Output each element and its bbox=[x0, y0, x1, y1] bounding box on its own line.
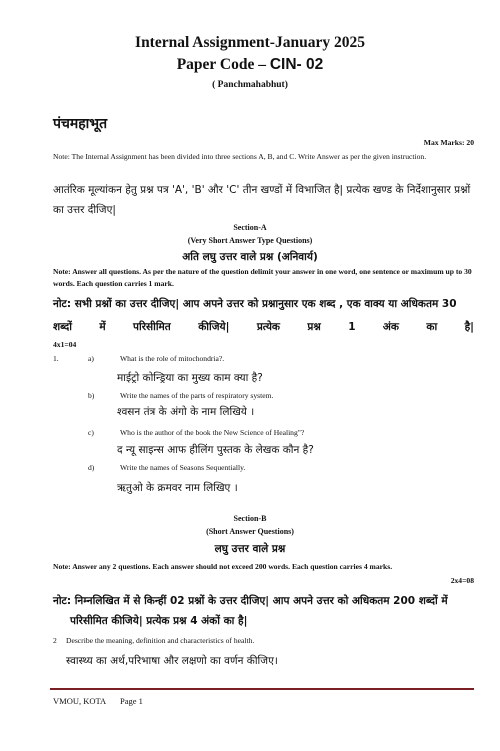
question-1a-hi: माईट्रो कोन्ड्रिया का मुख्य काम क्या है? bbox=[117, 372, 263, 384]
section-a-type-hi: अति लघु उत्तर वाले प्रश्न (अनिवार्य) bbox=[182, 251, 318, 263]
paper-code-value: CIN- 02 bbox=[269, 56, 324, 73]
note-english: Note: The Internal Assignment has been divided into three sections A, B, and C. Write Answer as per the given instruction. bbox=[53, 152, 427, 161]
footer-page-number: Page 1 bbox=[120, 696, 143, 706]
question-1d-letter: d) bbox=[88, 463, 95, 472]
paper-code bbox=[0, 56, 500, 74]
paper-code-prefix: Paper Code – bbox=[176, 56, 270, 73]
section-b-label: Section-B bbox=[233, 514, 267, 523]
question-1d-en: Write the names of Seasons Sequentially. bbox=[120, 463, 246, 472]
section-a-note-hi-line2: शब्दों में परिसीमित कीजिये| प्रत्येक प्रश्न 1 अंक का है| bbox=[53, 321, 474, 333]
section-a-label: Section-A bbox=[233, 223, 267, 232]
section-b-note-hi-line2: परिसीमित कीजिये| प्रत्येक प्रश्न 4 अंकों का है| bbox=[70, 615, 248, 627]
section-b-note-en: Note: Answer any 2 questions. Each answer should not exceed 200 words. Each question carries 4 marks. bbox=[53, 562, 393, 571]
question-2-hi: स्वास्थ्य का अर्थ,परिभाषा और लक्षणो का वर्णन कीजिए। bbox=[66, 655, 278, 667]
footer-divider bbox=[50, 688, 474, 690]
question-1b-en: Write the names of the parts of respiratory system. bbox=[120, 391, 274, 400]
question-1d-hi: ऋतुओ के क्रमवर नाम लिखिए । bbox=[117, 482, 238, 494]
question-1a-letter: a) bbox=[88, 354, 94, 363]
question-1c-letter: c) bbox=[88, 428, 94, 437]
question-1b-letter: b) bbox=[88, 391, 95, 400]
section-a-note-en: Note: Answer all questions. As per the nature of the question delimit your answer in one word, one sentence or maximum up to 30 words. Each question carries 1 mark. bbox=[53, 267, 472, 288]
assignment-title: Internal Assignment-January 2025 bbox=[135, 34, 365, 51]
question-1c-en: Who is the author of the book the New Science of Healing"? bbox=[120, 428, 305, 437]
section-b-type-hi: लघु उत्तर वाले प्रश्न bbox=[214, 543, 286, 555]
section-a-note-hi-line1: नोट: सभी प्रश्नों का उत्तर दीजिए| आप अपने उत्तर को प्रश्नानुसार एक शब्द , एक वाक्य या अधिकतम 30 bbox=[53, 298, 457, 310]
question-1c-hi: द न्यू साइन्स आफ हीलिंग पुस्तक के लेखक कौन है? bbox=[117, 444, 314, 456]
subject-hindi: पंचमहाभूत bbox=[53, 116, 108, 132]
section-a-marks: 4x1=04 bbox=[53, 340, 77, 349]
section-b-note-hi-line1: नोट: निम्नलिखित में से किन्हीं 02 प्रश्नों के उत्तर दीजिए| आप अपने उत्तर को अधिकतम 200 शब्दों में bbox=[53, 595, 448, 607]
question-2-en: Describe the meaning, definition and characteristics of health. bbox=[66, 636, 255, 645]
section-b-type-en: (Short Answer Questions) bbox=[206, 527, 294, 536]
note-hindi: आतंरिक मूल्यांकन हेतु प्रश्न पत्र 'A', 'B' और 'C' तीन खण्डों में विभाजित है| प्रत्येक खण्ड के निर्देशानुसार प्रश्नों का उत्तर दीजिए| bbox=[53, 184, 471, 216]
section-b-marks: 2x4=08 bbox=[450, 576, 474, 585]
question-1b-hi: श्वसन तंत्र के अंगो के नाम लिखिये । bbox=[117, 406, 255, 418]
question-1a-en: What is the role of mitochondria?. bbox=[120, 354, 225, 363]
footer-institute: VMOU, KOTA bbox=[53, 696, 107, 706]
question-number-2: 2 bbox=[53, 636, 57, 645]
section-a-type-en: (Very Short Answer Type Questions) bbox=[187, 236, 313, 245]
question-number-1: 1. bbox=[53, 354, 59, 363]
subject-english: ( Panchmahabhut) bbox=[212, 80, 288, 90]
max-marks: Max Marks: 20 bbox=[423, 138, 474, 147]
